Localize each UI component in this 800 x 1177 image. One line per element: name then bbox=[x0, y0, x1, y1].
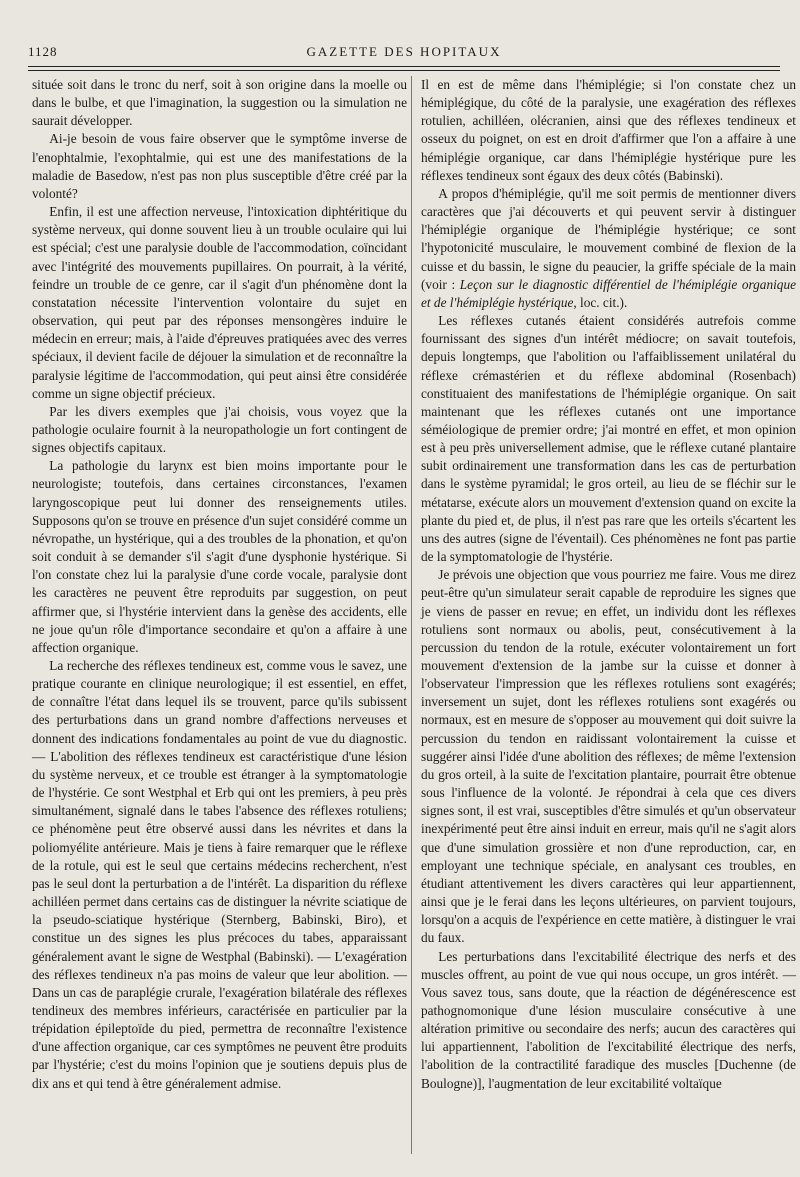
paragraph: Par les divers exemples que j'ai choisis, vous voyez que la pathologie oculaire fournit à la neuropathologie un fort contingent de signes objectifs capitaux. bbox=[32, 403, 407, 456]
header-rule bbox=[28, 66, 780, 67]
paragraph: Les perturbations dans l'excitabilité électrique des nerfs et des muscles offrent, au point de vue qui nous occupe, un gros intérêt. — Vous savez tous, sans doute, que la réaction de dégénérescence est pathognomonique d'une lésion musculaire consécutive à une altération primitive ou secondaire des nerfs; aucun des caractères qui lui appartiennent, l'abolition de l'excitabilité électrique des nerfs, l'abolition de la contractilité faradique des muscles [Duchenne (de Boulogne)], l'augmentation de leur excitabilité voltaïque bbox=[421, 948, 796, 1091]
right-column bbox=[421, 76, 796, 1093]
paragraph: Je prévois une objection que vous pourriez me faire. Vous me direz peut-être qu'un simulateur serait capable de reproduire les signes que je viens de passer en revue; en effet, un individu dont les réflexes rotuliens sont normaux ou abolis, peut, consécutivement à la percussion du tendon de la rotule, exécuter volontairement un fort mouvement d'extension de la jambe sur la cuisse et donner à l'observateur l'impression que les réflexes rotuliens sont exagérés; inversement un sujet, dont les réflexes rotuliens sont exagérés ou normaux, est en mesure de s'opposer au mouvement qui doit suivre la percussion du tendon en raidissant volontairement la cuisse et suggérer ainsi l'idée d'une abolition des réflexes; de même l'extension du gros orteil, à la suite de l'excitation plantaire, pourrait être obtenue sous l'influence de la volonté. Je répondrai à cela que ces divers signes sont, il est vrai, susceptibles d'être simulés et qu'un observateur inexpérimenté peut être ainsi induit en erreur, mais qu'il ne s'agit alors que d'une simulation grossière et non d'une reproduction, car, en employant une technique spéciale, en analysant ces troubles, en étudiant attentivement les divers caractères qui leur appartiennent, ainsi que je le ferai dans les leçons ultérieures, on parvient toujours, lorsqu'on a acquis de l'expérience en cette matière, à distinguer le vrai du faux. bbox=[421, 567, 796, 946]
paragraph: La pathologie du larynx est bien moins importante pour le neurologiste; toutefois, dans certaines circonstances, l'examen laryngoscopique peut lui donner des renseignements utiles. Supposons qu'on se trouve en présence d'un sujet considéré comme un névropathe, un hystérique, qui a des troubles de la phonation, et qu'on soit conduit à se demander s'il s'agit d'une dysphonie hystérique. Si l'on constate chez lui la paralysie d'une corde vocale, paralysie dont les caractères ne peuvent être reproduits par suggestion, on peut affirmer que, si l'hystérie intervient dans la genèse des accidents, elle ne joue qu'un rôle d'importance secondaire et qu'on a affaire à une affection organique. bbox=[32, 458, 407, 655]
paragraph: Enfin, il est une affection nerveuse, l'intoxication diphtéritique du système nerveux, qui donne souvent lieu à un trouble oculaire qui lui est spécial; c'est une paralysie double de l'accommodation, coïncidant avec l'intégrité des mouvements pupillaires. On pourrait, à la vérité, feindre un trouble de ce genre, car il s'agit d'un phénomène dont la constatation nécessite l'intervention volontaire du sujet en observation, qui peut par des réponses mensongères induire le médecin en erreur; mais, à l'aide d'épreuves pratiquées avec des verres spéciaux, il devient facile de déjouer la simulation et de reconnaître la paralysie légitime de l'accommodation, qui peut ainsi être considérée comme un signe objectif précieux. bbox=[32, 204, 407, 401]
running-title: GAZETTE DES HOPITAUX bbox=[306, 44, 502, 59]
paragraph: située soit dans le tronc du nerf, soit à son origine dans la moelle ou dans le bulbe, et que l'imagination, la suggestion ou la simulation ne saurait développer. bbox=[32, 77, 407, 129]
paragraph bbox=[421, 185, 796, 312]
paragraph: La recherche des réflexes tendineux est, comme vous le savez, une pratique courante en clinique neurologique; il est essentiel, en effet, de connaître l'état dans lequel ils se trouvent, parce qu'ils subissent des perturbations dans un grand nombre d'affections nerveuses et donnent des indications fondamentales au point de vue du diagnostic. — L'abolition des réflexes tendineux est caractéristique d'une lésion du système nerveux, et ce trouble est étranger à la symptomatologie de l'hystérie. Ce sont Westphal et Erb qui ont les premiers, à peu près simultanément, signalé dans le tabes l'absence des réflexes rotuliens; ce phénomène peut être observé aussi dans les névrites et dans la poliomyélite antérieure. Mais je tiens à faire remarquer que le réflexe de la rotule, qui est le seul que certains médecins recherchent, n'est pas le seul dont la perturbation a de l'intérêt. La disparition du réflexe achilléen permet dans certains cas de distinguer la névrite sciatique de la pseudo-sciatique hystérique (Sternberg, Babinski, Biro), et constitue un des signes les plus précoces du tabes, apparaissant généralement avant le signe de Westphal (Babinski). — L'exagération des réflexes tendineux n'a pas moins de valeur que leur abolition. — Dans un cas de paraplégie crurale, l'exagération bilatérale des réflexes tendineux des membres inférieurs, caractérisée en particulier par la trépidation épileptoïde du pied, permettra de reconnaître l'existence d'une affection organique, car ces symptômes ne peuvent être produits par l'hystérie; c'est du moins l'opinion que je soutiens depuis plus de dix ans et qui tend à être généralement admise. bbox=[32, 658, 407, 1091]
cited-title: Leçon sur le diagnostic différentiel de l'hémiplégie organique et de l'hémiplégie hystérique bbox=[421, 276, 797, 310]
header-rule bbox=[28, 70, 780, 71]
running-header bbox=[28, 44, 780, 64]
left-column bbox=[32, 76, 407, 1093]
column-divider bbox=[411, 76, 412, 1154]
paragraph: Il en est de même dans l'hémiplégie; si l'on constate chez un hémiplégique, du côté de la paralysie, une exagération des réflexes rotulien, achilléen, olécranien, ainsi que des réflexes tendineux et osseux du poignet, on est en droit d'affirmer que l'on a affaire à une hémiplégie organique, car dans l'hémiplégie hystérique pure les réflexes tendineux sont égaux des deux côtés (Babinski). bbox=[421, 77, 796, 183]
paragraph-text: , loc. cit.). bbox=[573, 294, 628, 310]
paragraph-text: A propos d'hémiplégie, qu'il me soit permis de mentionner divers caractères que j'ai découverts et qui peuvent servir à distinguer l'hémiplégie organique de l'hémiplégie hystérique; ce sont l'hypotonicité musculaire, le mouvement combiné de flexion de la cuisse et du bassin, le signe du peaucier, la griffe spéciale de la main (voir : bbox=[421, 185, 796, 292]
page-number: 1128 bbox=[28, 44, 58, 59]
paragraph: Les réflexes cutanés étaient considérés autrefois comme fournissant des signes d'un intérêt médiocre; on savait toutefois, depuis longtemps, que l'abolition ou l'affaiblissement unilatéral du réflexe crémastérien et du réflexe abdominal (Rosenbach) constituaient des manifestations de l'hémiplégie organique. On sait maintenant que les réflexes cutanés ont une importance séméiologique de premier ordre; j'ai montré en effet, et mon opinion est à peu près universellement admise, que le réflexe cutané plantaire subit ordinairement une transformation dans les cas de perturbation dans le système pyramidal; le gros orteil, au lieu de se fléchir sur le métatarse, exécute alors un mouvement d'extension quand on excite la plante du pied et, de plus, il n'est pas rare que les orteils s'écartent les uns des autres (signe de l'éventail). Ces phénomènes ne font pas partie de la symptomatologie de l'hystérie. bbox=[421, 313, 796, 565]
paragraph: Ai-je besoin de vous faire observer que le symptôme inverse de l'enophtalmie, l'exophtalmie, qui est une des manifestations de la maladie de Basedow, n'est pas non plus susceptible d'être créé par la volonté? bbox=[32, 131, 407, 201]
